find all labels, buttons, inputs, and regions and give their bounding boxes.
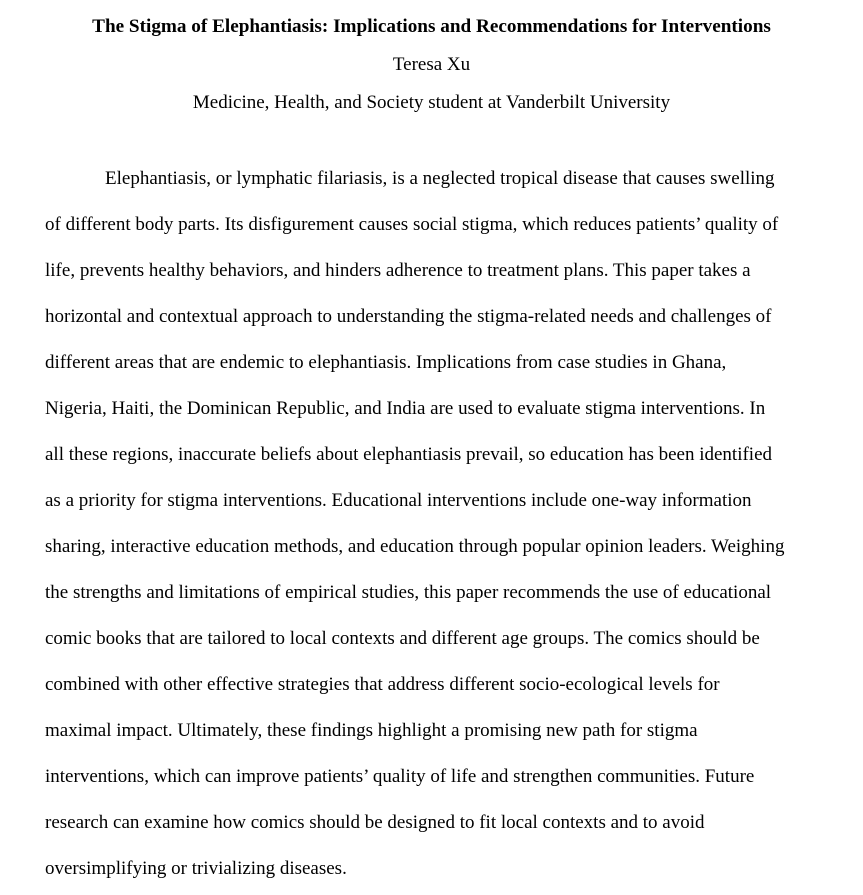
abstract-line: Elephantiasis, or lymphatic filariasis, is a neglected tropical disease that causes swelling — [105, 168, 775, 189]
abstract-line: combined with other effective strategies that address different socio-ecological levels for — [45, 674, 720, 695]
abstract-line: life, prevents healthy behaviors, and hinders adherence to treatment plans. This paper takes a — [45, 260, 751, 281]
abstract-line: all these regions, inaccurate beliefs about elephantiasis prevail, so education has been identified — [45, 444, 773, 465]
author-name: Teresa Xu — [392, 54, 471, 75]
paper-title: The Stigma of Elephantiasis: Implications and Recommendations for Interventions — [92, 16, 771, 37]
abstract-line: the strengths and limitations of empirical studies, this paper recommends the use of educational — [45, 582, 772, 603]
abstract-line: of different body parts. Its disfigurement causes social stigma, which reduces patients’ quality of — [45, 214, 779, 235]
abstract-line: sharing, interactive education methods, and education through popular opinion leaders. Weighing — [45, 536, 785, 557]
abstract-line: maximal impact. Ultimately, these findings highlight a promising new path for stigma — [45, 720, 698, 741]
abstract-line: interventions, which can improve patients’ quality of life and strengthen communities. Future — [45, 766, 755, 787]
abstract-line: oversimplifying or trivializing diseases. — [45, 858, 347, 879]
abstract-line: Nigeria, Haiti, the Dominican Republic, and India are used to evaluate stigma interventions. In — [45, 398, 766, 419]
abstract-line: different areas that are endemic to elephantiasis. Implications from case studies in Ghana, — [45, 352, 727, 373]
abstract-line: horizontal and contextual approach to understanding the stigma-related needs and challenges of — [45, 306, 772, 327]
abstract-line: comic books that are tailored to local contexts and different age groups. The comics should be — [45, 628, 760, 649]
abstract-line: as a priority for stigma interventions. Educational interventions include one-way information — [45, 490, 752, 511]
author-affiliation: Medicine, Health, and Society student at Vanderbilt University — [192, 92, 671, 113]
abstract-line: research can examine how comics should be designed to fit local contexts and to avoid — [45, 812, 705, 833]
abstract-paragraph — [45, 156, 835, 892]
